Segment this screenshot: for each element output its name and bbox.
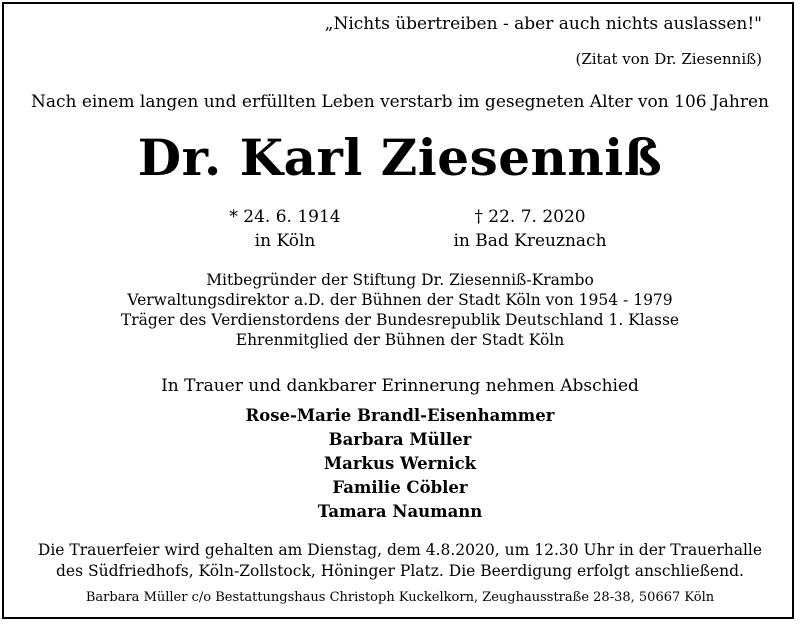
mourner-name: Barbara Müller (328, 430, 472, 449)
quote-text: „Nichts übertreiben - aber auch nichts auslassen!" (324, 14, 762, 34)
quote-source: (Zitat von Dr. Ziesenniß) (575, 50, 762, 68)
titles-list (0, 270, 800, 350)
mourning-text: In Trauer und dankbarer Erinnerung nehmen Abschied (161, 376, 639, 396)
mourner-name: Rose-Marie Brandl-Eisenhammer (245, 406, 555, 425)
deceased-name: Dr. Karl Ziesenniß (137, 128, 663, 187)
mourners-list (0, 404, 800, 524)
birth-place: in Köln (254, 231, 316, 251)
mourner-name: Markus Wernick (323, 454, 477, 473)
ceremony-line: des Südfriedhofs, Köln-Zollstock, Höninger Platz. Die Beerdigung erfolgt anschließend. (56, 562, 744, 580)
title-line: Träger des Verdienstordens der Bundesrepublik Deutschland 1. Klasse (120, 311, 680, 329)
mourner-name: Familie Cöbler (332, 478, 468, 497)
title-line: Verwaltungsdirektor a.D. der Bühnen der Stadt Köln von 1954 - 1979 (127, 291, 673, 309)
ceremony-info (0, 540, 800, 582)
death-date: † 22. 7. 2020 (474, 207, 586, 227)
mourner-name: Tamara Naumann (317, 502, 483, 521)
ceremony-line: Die Trauerfeier wird gehalten am Dienstag, dem 4.8.2020, um 12.30 Uhr in der Trauerhalle (37, 541, 763, 559)
title-line: Ehrenmitglied der Bühnen der Stadt Köln (235, 331, 565, 349)
death-info (430, 205, 630, 253)
contact-address: Barbara Müller c/o Bestattungshaus Christoph Kuckelkorn, Zeughausstraße 28-38, 50667 Köln (85, 590, 715, 605)
death-place: in Bad Kreuznach (453, 231, 607, 251)
birth-date: * 24. 6. 1914 (229, 207, 341, 227)
title-line: Mitbegründer der Stiftung Dr. Ziesenniß-Krambo (206, 271, 594, 289)
birth-info (200, 205, 370, 253)
intro-text: Nach einem langen und erfüllten Leben verstarb im gesegneten Alter von 106 Jahren (30, 92, 770, 112)
life-dates (0, 205, 800, 255)
